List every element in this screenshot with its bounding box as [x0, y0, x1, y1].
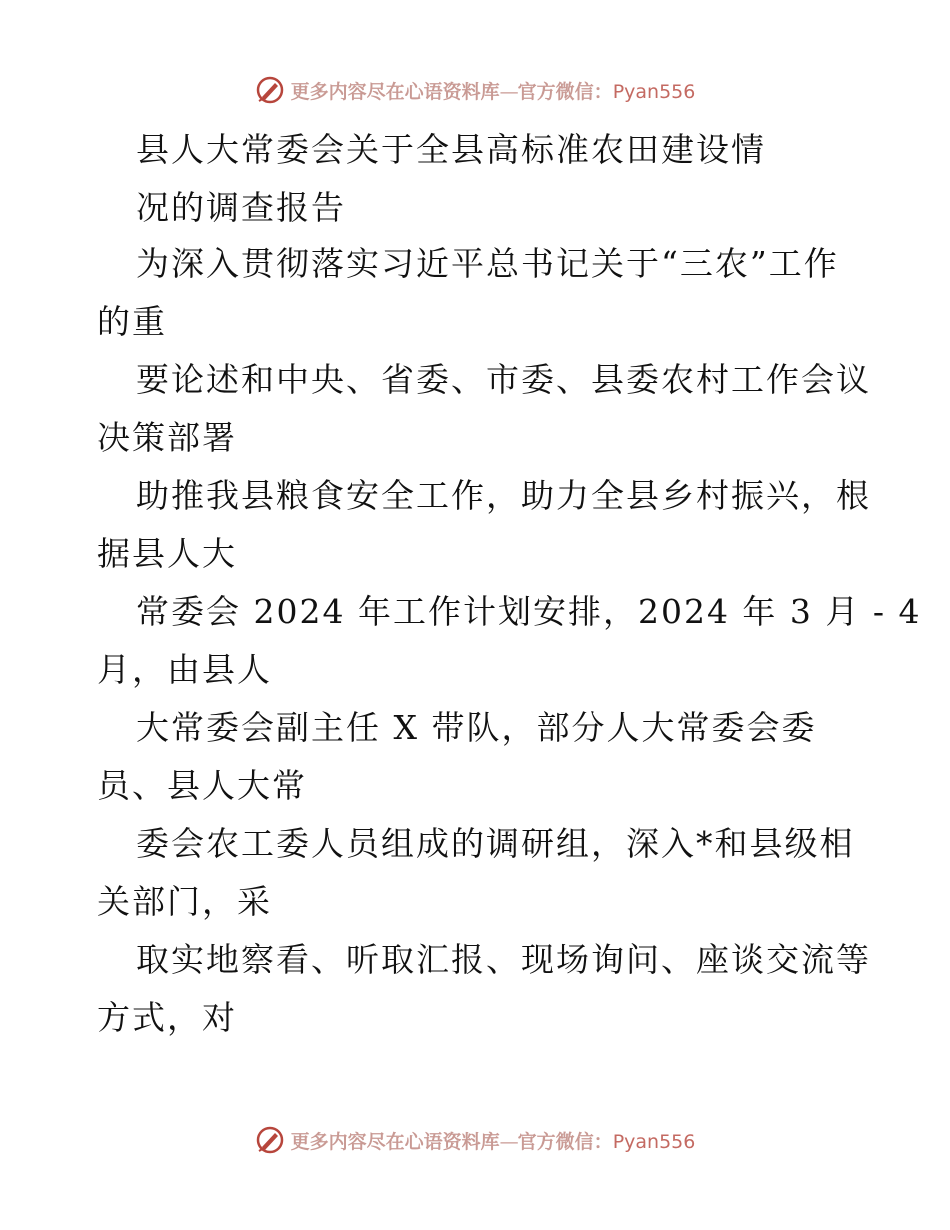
pen-circle-logo-icon	[255, 75, 285, 105]
body-line: 关部门，采	[97, 882, 272, 921]
watermark-wechat-id: Pyan556	[612, 1130, 696, 1153]
watermark-wechat-label: 官方微信：	[517, 80, 613, 103]
watermark-wechat-label: 官方微信：	[517, 1130, 613, 1153]
watermark-site-text: 更多内容尽在心语资料库	[290, 80, 500, 103]
watermark-separator: —	[499, 1130, 518, 1153]
footer-watermark	[0, 1120, 950, 1160]
body-line: 月，由县人	[97, 650, 272, 689]
body-line: 大常委会副主任 X 带队，部分人大常委会委	[136, 708, 817, 747]
body-line: 助推我县粮食安全工作，助力全县乡村振兴，根	[136, 476, 871, 515]
body-line: 为深入贯彻落实习近平总书记关于“三农”工作	[136, 244, 839, 283]
body-line: 取实地察看、听取汇报、现场询问、座谈交流等	[136, 940, 871, 979]
body-line: 据县人大	[97, 534, 237, 573]
body-line: 委会农工委人员组成的调研组，深入*和县级相	[136, 824, 855, 863]
watermark-separator: —	[499, 80, 518, 103]
body-line: 要论述和中央、省委、市委、县委农村工作会议	[136, 360, 871, 399]
body-line: 决策部署	[97, 418, 237, 457]
body-line: 的重	[97, 302, 167, 341]
watermark-site-text: 更多内容尽在心语资料库	[290, 1130, 500, 1153]
watermark-wechat-id: Pyan556	[612, 80, 696, 103]
title-line-2: 况的调查报告	[136, 188, 346, 227]
title-line-1: 县人大常委会关于全县高标准农田建设情	[136, 130, 766, 169]
pen-circle-logo-icon	[255, 1125, 285, 1155]
header-watermark	[0, 70, 950, 110]
body-line: 员、县人大常	[97, 766, 307, 805]
body-line: 常委会 2024 年工作计划安排，2024 年 3 月 - 4	[136, 592, 922, 631]
body-line: 方式，对	[97, 998, 237, 1037]
